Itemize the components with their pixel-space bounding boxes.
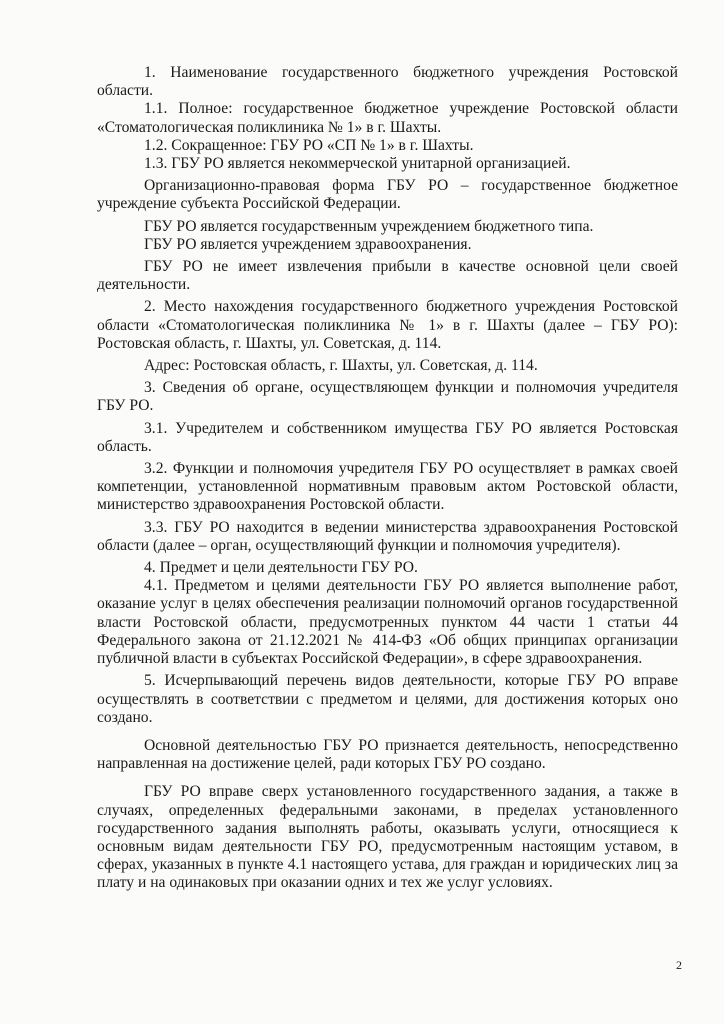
paragraph-3-2: 3.2. Функции и полномочия учредителя ГБУ РО осуществляет в рамках своей компетенции, установленной нормативным правовым актом Ростовской области, министерство здравоохранения Ростовской области. [97, 460, 678, 514]
paragraph-3-3: 3.3. ГБУ РО находится в ведении министерства здравоохранения Ростовской области (далее – орган, осуществляющий функции и полномочия учредителя). [97, 518, 678, 554]
paragraph-non-profit: ГБУ РО не имеет извлечения прибыли в качестве основной цели своей деятельности. [97, 258, 678, 294]
paragraph-address: Адрес: Ростовская область, г. Шахты, ул. Советская, д. 114. [144, 357, 538, 375]
paragraph-1-1: 1.1. Полное: государственное бюджетное учреждение Ростовской области «Стоматологическая поликлиника № 1» в г. Шахты. [97, 100, 678, 136]
paragraph-healthcare: ГБУ РО является учреждением здравоохранения. [144, 235, 472, 253]
page-number: 2 [676, 958, 682, 972]
paragraph-3-1: 3.1. Учредителем и собственником имущества ГБУ РО является Ростовская область. [97, 419, 678, 455]
paragraph-1-2: 1.2. Сокращенное: ГБУ РО «СП № 1» в г. Шахты. [144, 136, 474, 154]
paragraph-section-3: 3. Сведения об органе, осуществляющем функции и полномочия учредителя ГБУ РО. [97, 379, 678, 415]
paragraph-section-2: 2. Место нахождения государственного бюджетного учреждения Ростовской области «Стоматологическая поликлиника № 1» в г. Шахты (далее – ГБУ РО): Ростовская область, г. Шахты, ул. Советская, д. 114. [97, 298, 678, 352]
paragraph-legal-form: Организационно-правовая форма ГБУ РО – государственное бюджетное учреждение субъекта Российской Федерации. [97, 177, 678, 213]
paragraph-paid-services: ГБУ РО вправе сверх установленного государственного задания, а также в случаях, определенных федеральными законами, в пределах установленного государственного задания выполнять работы, оказывать услуги, относящиеся к основным видам деятельности ГБУ РО, предусмотренным настоящим уставом, в сферах, указанных в пункте 4.1 настоящего устава, для граждан и юридических лиц за плату и на одинаковых при оказании одних и тех же услуг условиях. [97, 783, 678, 892]
paragraph-section-1: 1. Наименование государственного бюджетного учреждения Ростовской области. [97, 64, 678, 100]
paragraph-4-1: 4.1. Предметом и целями деятельности ГБУ РО является выполнение работ, оказание услуг в целях обеспечения реализации полномочий органов государственной власти Ростовской области, предусмотренных пунктом 44 части 1 статьи 44 Федерального закона от 21.12.2021 № 414-ФЗ «Об общих принципах организации публичной власти в субъектах Российской Федерации», в сфере здравоохранения. [97, 577, 678, 668]
paragraph-section-4: 4. Предмет и цели деятельности ГБУ РО. [144, 559, 418, 577]
paragraph-main-activity: Основной деятельностью ГБУ РО признается деятельность, непосредственно направленная на достижение целей, ради которых ГБУ РО создано. [97, 736, 678, 773]
paragraph-1-3: 1.3. ГБУ РО является некоммерческой унитарной организацией. [144, 155, 571, 173]
paragraph-budget-type: ГБУ РО является государственным учреждением бюджетного типа. [144, 217, 594, 235]
paragraph-section-5: 5. Исчерпывающий перечень видов деятельности, которые ГБУ РО вправе осуществлять в соответствии с предметом и целями, для достижения которых оно создано. [97, 672, 678, 726]
